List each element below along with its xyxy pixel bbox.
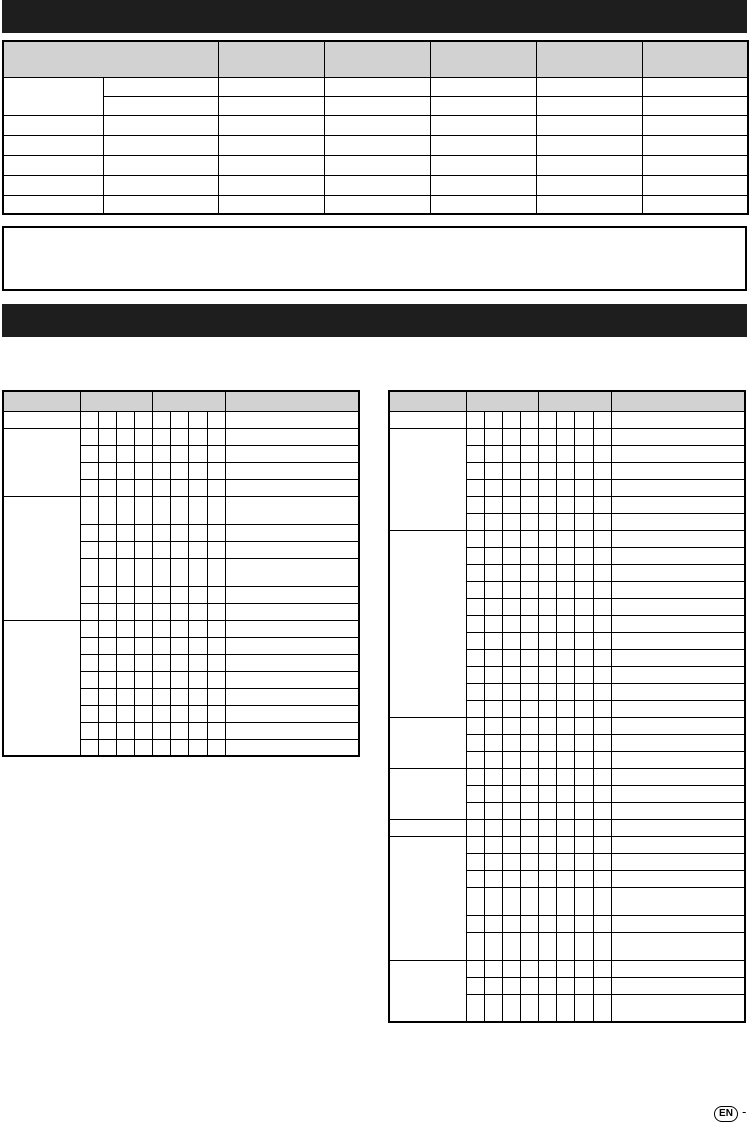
table-row bbox=[389, 717, 745, 734]
signal-table-left bbox=[2, 390, 360, 757]
table-row bbox=[3, 96, 748, 115]
table-header-row bbox=[389, 391, 745, 411]
table-row bbox=[3, 496, 359, 524]
table-row bbox=[389, 530, 745, 547]
table-row bbox=[3, 155, 748, 175]
signal-table-right bbox=[388, 390, 746, 1023]
spec-table bbox=[2, 40, 749, 215]
table-row bbox=[3, 428, 359, 445]
table-row bbox=[3, 620, 359, 637]
table-row bbox=[3, 195, 748, 214]
table-row bbox=[3, 411, 359, 428]
language-badge: EN bbox=[714, 1106, 738, 1122]
section-header-bar-2 bbox=[2, 304, 747, 337]
table-row bbox=[3, 135, 748, 155]
table-header-row bbox=[3, 41, 748, 77]
table-row bbox=[389, 836, 745, 853]
table-row bbox=[389, 768, 745, 785]
table-row bbox=[389, 819, 745, 836]
table-row bbox=[389, 428, 745, 445]
table-row bbox=[3, 175, 748, 195]
table-header-row bbox=[3, 391, 359, 411]
table-row bbox=[389, 960, 745, 977]
table-row bbox=[3, 115, 748, 135]
note-box bbox=[2, 226, 747, 291]
table-row bbox=[3, 77, 748, 96]
section-header-bar-1 bbox=[2, 0, 747, 33]
table-row bbox=[389, 411, 745, 428]
page-number-dash: - bbox=[742, 1104, 747, 1119]
